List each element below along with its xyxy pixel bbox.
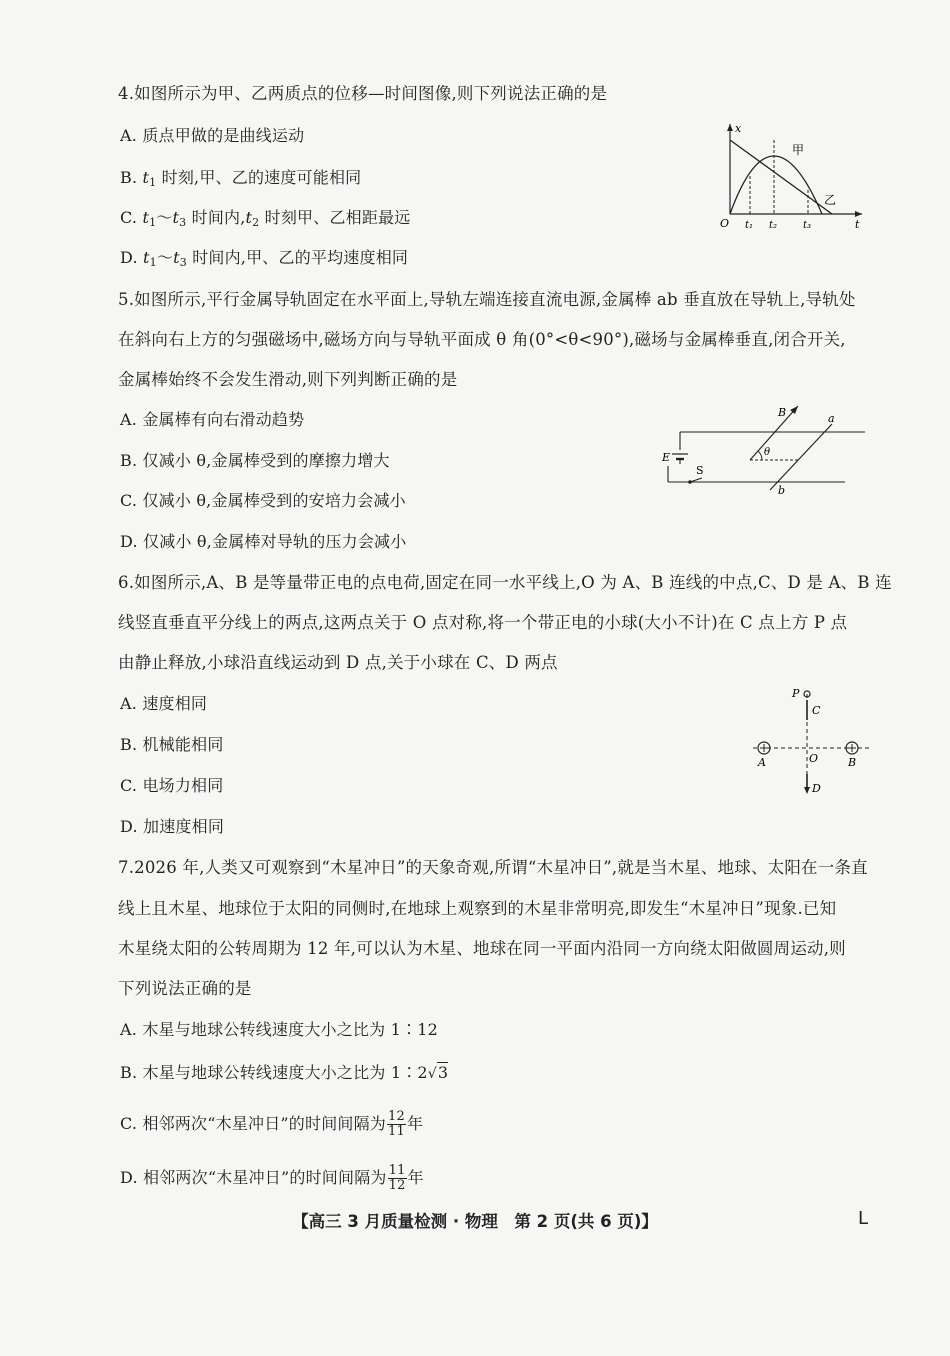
rod-ab <box>770 424 832 490</box>
q6-option-a: A. 速度相同 <box>120 694 208 713</box>
q7-option-b: B. 木星与地球公转线速度大小之比为 1∶2√3 <box>120 1063 449 1082</box>
point-c-label: C <box>812 704 821 717</box>
q6-stem-line2: 线竖直垂直平分线上的两点,这两点关于 O 点对称,将一个带正电的小球(大小不计)在 C 点上方 P 点 <box>118 613 848 632</box>
q5-rail-figure <box>660 398 870 500</box>
q6-option-d: D. 加速度相同 <box>120 817 225 836</box>
q5-option-c: C. 仅减小 θ,金属棒受到的安培力会减小 <box>120 491 406 510</box>
q7-stem-line3: 木星绕太阳的公转周期为 12 年,可以认为木星、地球在同一平面内沿同一方向绕太阳做圆周运动,则 <box>118 939 846 958</box>
q4-option-c: C. $t_1\sim t_3$ 时间内$,t_2$ 时刻甲、乙相距最远 <box>120 208 411 229</box>
t2-label: t₂ <box>769 220 778 231</box>
point-d-label: D <box>812 782 821 795</box>
q6-stem-line1: 6.如图所示,A、B 是等量带正电的点电荷,固定在同一水平线上,O 为 A、B 连线的中点,C、D 是 A、B 连 <box>118 573 892 592</box>
page-footer: 【高三 3 月质量检测 · 物理 第 2 页(共 6 页)】 <box>292 1212 658 1231</box>
charge-b-label: B <box>848 756 857 769</box>
axis-t-label: t <box>855 218 860 231</box>
rod-end-b: b <box>778 484 786 497</box>
q6-stem-line3: 由静止释放,小球沿直线运动到 D 点,关于小球在 C、D 两点 <box>118 653 558 672</box>
q7-option-a: A. 木星与地球公转线速度大小之比为 1∶12 <box>120 1020 438 1039</box>
q7-stem-line2: 线上且木星、地球位于太阳的同侧时,在地球上观察到的木星非常明亮,即发生“木星冲日”现象.已知 <box>118 899 837 918</box>
q7-stem-line1: 7.2026 年,人类又可观察到“木星冲日”的天象奇观,所谓“木星冲日”,就是当木星、地球、太阳在一条直 <box>118 858 868 877</box>
jia-label: 甲 <box>792 143 805 157</box>
origin-label: O <box>720 217 730 230</box>
theta-label: θ <box>764 447 771 458</box>
rod-end-a: a <box>828 412 835 425</box>
q5-option-d: D. 仅减小 θ,金属棒对导轨的压力会减小 <box>120 532 407 551</box>
q6-option-c: C. 电场力相同 <box>120 776 224 795</box>
q5-option-b: B. 仅减小 θ,金属棒受到的摩擦力增大 <box>120 451 390 470</box>
q7-option-d: D. 相邻两次“木星冲日”的时间间隔为 $\frac{11}{12}$ 年 <box>120 1163 424 1193</box>
point-p-label: P <box>792 687 800 700</box>
q5-option-a: A. 金属棒有向右滑动趋势 <box>120 410 305 429</box>
q6-charge-figure <box>745 682 875 798</box>
q4-option-b: B. $t_1$ 时刻,甲、乙的速度可能相同 <box>120 168 362 189</box>
axis-x-label: x <box>735 122 742 135</box>
q4-option-d: D. $t_1\sim t_3$ 时间内,甲、乙的平均速度相同 <box>120 248 409 269</box>
t3-label: t₃ <box>803 220 812 231</box>
q5-stem-line2: 在斜向右上方的匀强磁场中,磁场方向与导轨平面成 θ 角(0°<θ<90°),磁场与金属棒垂直,闭合开关, <box>118 330 846 349</box>
field-b-arrow <box>750 406 798 460</box>
q7-stem-line4: 下列说法正确的是 <box>118 979 252 998</box>
point-o-label: O <box>809 752 819 765</box>
q7-option-c: C. 相邻两次“木星冲日”的时间间隔为 $\frac{12}{11}$ 年 <box>120 1109 424 1139</box>
charge-a-label: A <box>758 756 766 769</box>
t1-label: t₁ <box>745 220 754 231</box>
q6-option-b: B. 机械能相同 <box>120 735 224 754</box>
yi-line <box>730 140 832 214</box>
q4-xt-graph <box>712 118 872 234</box>
field-b-label: B <box>778 406 787 419</box>
q4-stem: 4.如图所示为甲、乙两质点的位移—时间图像,则下列说法正确的是 <box>118 84 608 103</box>
footer-mark: L <box>858 1208 869 1229</box>
q5-stem-line3: 金属棒始终不会发生滑动,则下列判断正确的是 <box>118 370 458 389</box>
yi-label: 乙 <box>824 193 837 207</box>
battery-label-e: E <box>662 451 671 464</box>
q4-option-a: A. 质点甲做的是曲线运动 <box>120 126 305 145</box>
switch-label-s: S <box>696 464 704 477</box>
q5-stem-line1: 5.如图所示,平行金属导轨固定在水平面上,导轨左端连接直流电源,金属棒 ab 垂直放在导轨上,导轨处 <box>118 290 856 309</box>
